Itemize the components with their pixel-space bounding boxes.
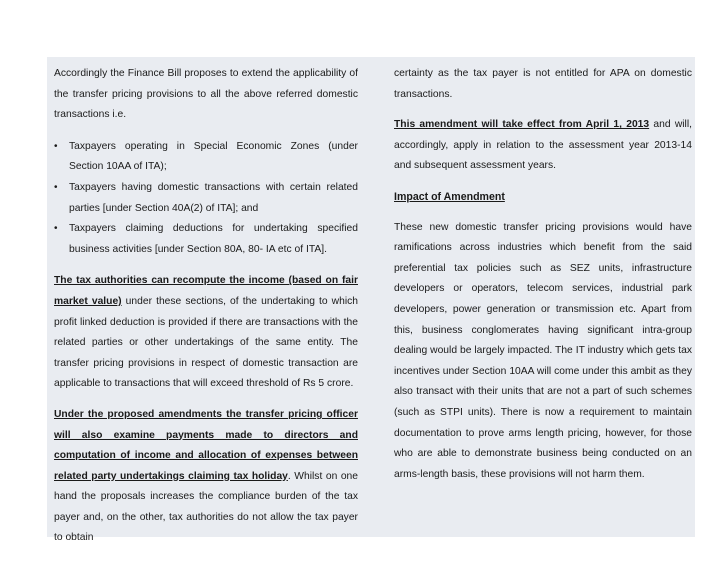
left-column <box>54 64 358 549</box>
bullet-list <box>54 137 358 261</box>
bullet-item: • Taxpayers having domestic transactions with certain related parties [under Section 40A(2) of ITA]; and <box>54 178 358 219</box>
bullet-icon: • <box>54 140 58 152</box>
effective-date-emphasis: This amendment will take effect from April 1, 2013 <box>394 119 650 131</box>
amendments-emphasis: Under the proposed amendments the transfer pricing officer will also examine payments made to directors and computation of income and allocation of expenses between related party undertakings claiming tax holiday <box>54 408 358 482</box>
bullet-icon: • <box>54 223 58 235</box>
continuation-paragraph: certainty as the tax payer is not entitled for APA on domestic transactions. <box>394 68 692 100</box>
recompute-emphasis: The tax authorities can recompute the income (based on fair market value) <box>54 275 358 307</box>
amendments-paragraph: Under the proposed amendments the transfer pricing officer will also examine payments made to directors and computation of income and allocation of expenses between related party undertakings claiming tax holiday. Whilst on one hand the proposals increases the compliance burden of the tax payer and, on the other, tax authorities do not allow the tax payer to obtain <box>54 408 358 544</box>
recompute-paragraph: The tax authorities can recompute the income (based on fair market value) under these sections, of the undertaking to which profit linked deduction is provided if there are transactions with the related parties or other undertakings of the same entity. The transfer pricing provisions in respect of domestic transaction are applicable to transactions that will exceed threshold of Rs 5 crore. <box>54 275 358 390</box>
intro-paragraph: Accordingly the Finance Bill proposes to extend the applicability of the transfer pricing provisions to all the above referred domestic transactions i.e. <box>54 68 358 121</box>
impact-heading: Impact of Amendment <box>394 190 505 203</box>
document-page <box>47 57 695 544</box>
bullet-item: • Taxpayers claiming deductions for undertaking specified business activities [under Section 80A, 80- IA etc of ITA]. <box>54 219 358 260</box>
bullet-item: • Taxpayers operating in Special Economic Zones (under Section 10AA of ITA); <box>54 137 358 178</box>
impact-paragraph: These new domestic transfer pricing provisions would have ramifications across industries which benefit from the said preferential tax policies such as SEZ units, infrastructure developers or operators, telecom services, industrial park developers, power generation or transmission etc. Apart from this, business conglomerates having significant intra-group dealing would be largely impacted. The IT industry which gets tax incentives under Section 10AA will come under this ambit as they also transact with their units that are not a part of such schemes (such as STPI units). There is now a requirement to maintain documentation to prove arms length pricing, however, for those who are able to demonstrate business being conducted on an arms-length basis, these provisions will not harm them. <box>394 221 692 480</box>
right-column <box>394 64 692 485</box>
bullet-icon: • <box>54 181 58 193</box>
effective-date-paragraph: This amendment will take effect from April 1, 2013 and will, accordingly, apply in relation to the assessment year 2013-14 and subsequent assessment years. <box>394 119 692 172</box>
